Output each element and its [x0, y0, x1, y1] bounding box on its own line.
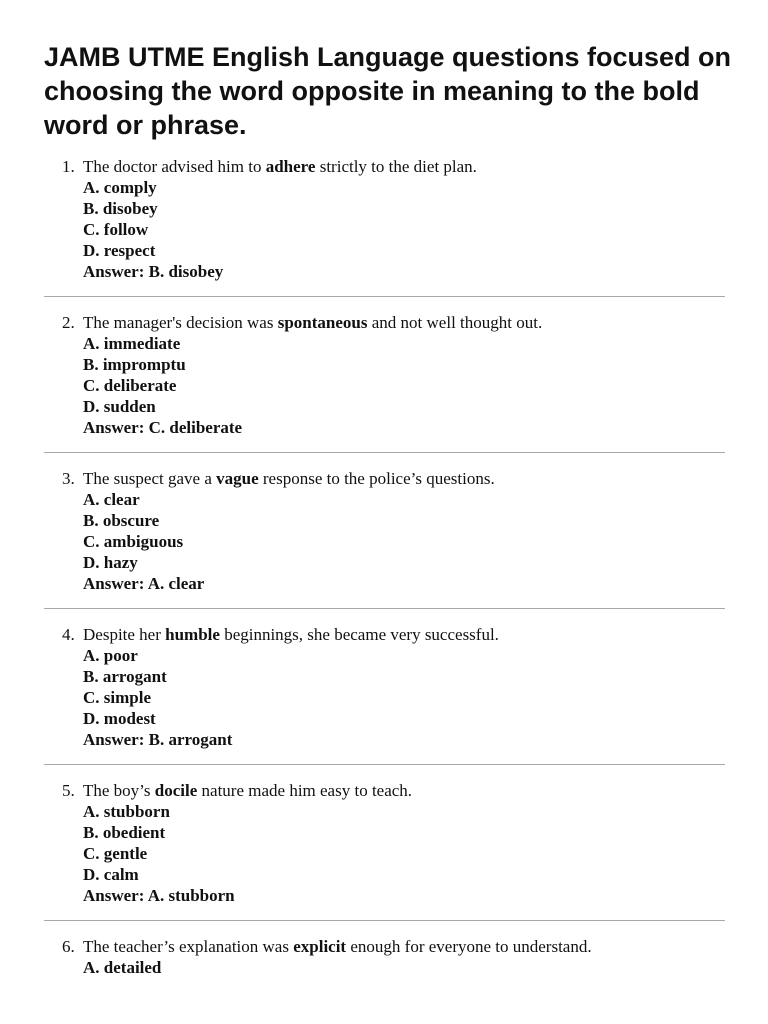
option-b: B. obedient: [83, 823, 166, 842]
question-bold-word: explicit: [293, 937, 347, 956]
options-list: [83, 489, 768, 594]
option-d: D. hazy: [83, 553, 138, 572]
options-list: [83, 177, 768, 282]
option-b: B. disobey: [83, 199, 158, 218]
question-bold-word: vague: [216, 469, 259, 488]
answer-line: Answer: B. disobey: [83, 262, 224, 281]
question-text-before: The suspect gave a: [83, 469, 217, 488]
spacer: [0, 609, 768, 624]
question-bold-word: docile: [154, 781, 198, 800]
question-4: [0, 624, 768, 780]
option-c: C. gentle: [83, 844, 148, 863]
question-text-before: The boy’s: [83, 781, 155, 800]
question-2: [0, 312, 768, 468]
option-a: A. clear: [83, 490, 140, 509]
question-1: [0, 156, 768, 312]
option-a: A. stubborn: [83, 802, 170, 821]
spacer: [0, 297, 768, 312]
question-stem: [62, 312, 768, 333]
question-number: 4.: [62, 625, 75, 644]
answer-line: Answer: B. arrogant: [83, 730, 233, 749]
option-c: C. deliberate: [83, 376, 177, 395]
question-stem: [62, 624, 768, 645]
answer-line: Answer: C. deliberate: [83, 418, 243, 437]
option-c: C. follow: [83, 220, 149, 239]
question-bold-word: adhere: [265, 157, 316, 176]
options-list: [83, 333, 768, 438]
options-list: [83, 801, 768, 906]
answer-line: Answer: A. clear: [83, 574, 205, 593]
option-d: D. calm: [83, 865, 139, 884]
options-list: [83, 957, 768, 978]
option-d: D. sudden: [83, 397, 156, 416]
question-number: 6.: [62, 937, 75, 956]
question-text-after: strictly to the diet plan.: [315, 157, 477, 176]
question-stem: [62, 936, 768, 957]
option-a: A. poor: [83, 646, 138, 665]
question-text-before: The manager's decision was: [83, 313, 278, 332]
question-text-after: enough for everyone to understand.: [346, 937, 592, 956]
question-number: 2.: [62, 313, 75, 332]
option-c: C. ambiguous: [83, 532, 184, 551]
question-text-before: Despite her: [83, 625, 166, 644]
spacer: [0, 453, 768, 468]
question-list: [0, 156, 768, 978]
question-number: 1.: [62, 157, 75, 176]
question-bold-word: humble: [165, 625, 220, 644]
page-title: JAMB UTME English Language questions focused on choosing the word opposite in meaning to the bold word or phrase.: [44, 42, 732, 140]
question-text-after: response to the police’s questions.: [258, 469, 495, 488]
question-stem: [62, 468, 768, 489]
question-number: 3.: [62, 469, 75, 488]
option-b: B. arrogant: [83, 667, 167, 686]
option-d: D. modest: [83, 709, 156, 728]
question-stem: [62, 780, 768, 801]
options-list: [83, 645, 768, 750]
spacer: [0, 765, 768, 780]
question-text-before: The doctor advised him to: [83, 157, 266, 176]
option-a: A. immediate: [83, 334, 181, 353]
question-5: [0, 780, 768, 936]
question-6: [0, 936, 768, 978]
option-b: B. impromptu: [83, 355, 186, 374]
question-text-after: and not well thought out.: [367, 313, 543, 332]
spacer: [0, 921, 768, 936]
question-text-after: beginnings, she became very successful.: [219, 625, 499, 644]
option-b: B. obscure: [83, 511, 160, 530]
question-text-after: nature made him easy to teach.: [197, 781, 413, 800]
option-a: A. detailed: [83, 958, 162, 977]
question-stem: [62, 156, 768, 177]
question-3: [0, 468, 768, 624]
option-d: D. respect: [83, 241, 156, 260]
question-text-before: The teacher’s explanation was: [83, 937, 294, 956]
option-a: A. comply: [83, 178, 157, 197]
question-bold-word: spontaneous: [277, 313, 368, 332]
answer-line: Answer: A. stubborn: [83, 886, 235, 905]
question-number: 5.: [62, 781, 75, 800]
option-c: C. simple: [83, 688, 151, 707]
